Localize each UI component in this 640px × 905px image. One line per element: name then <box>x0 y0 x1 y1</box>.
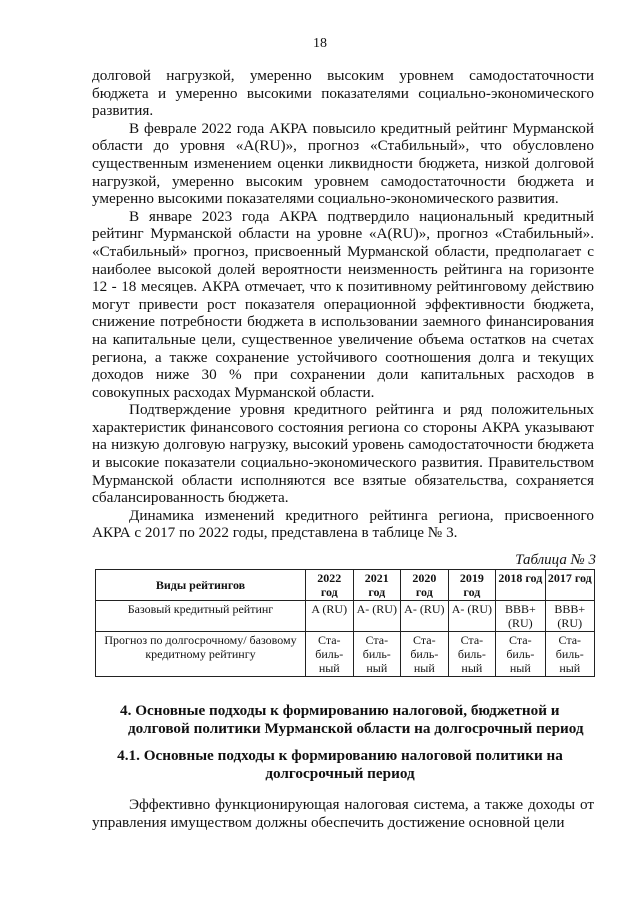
table-cell: BBB+ (RU) <box>545 601 594 632</box>
row-label: Базовый кредитный рейтинг <box>96 601 306 632</box>
table-row <box>96 632 595 677</box>
header-year: 2022 год <box>306 570 354 601</box>
body-text-bottom <box>92 796 594 831</box>
table-cell: A- (RU) <box>401 601 449 632</box>
header-year: 2019 год <box>448 570 496 601</box>
header-year: 2017 год <box>545 570 594 601</box>
paragraph-continuation: долговой нагрузкой, умеренно высоким уровнем самодостаточности бюджета и умеренно высокими показателями социально-экономического развития. <box>92 67 594 120</box>
row-label: Прогноз по долгосрочному/ базовому кредитному рейтингу <box>96 632 306 677</box>
ratings-table <box>95 569 595 677</box>
table-cell: Ста-биль-ный <box>401 632 449 677</box>
paragraph-confirmation: Подтверждение уровня кредитного рейтинга и ряд положительных характеристик финансового состояния региона со стороны АКРА указывают на низкую долговую нагрузку, высокий уровень самодостаточности бюджета и высокие показатели социально-экономического развития. Правительством Мурманской области исполняются все взятые обязательства, сохраняется сбалансированность бюджета. <box>92 401 594 507</box>
table-row <box>96 601 595 632</box>
paragraph-tax-system: Эффективно функционирующая налоговая система, а также доходы от управления имуществом должны обеспечить достижение основной цели <box>92 796 594 831</box>
table-header-row <box>96 570 595 601</box>
table-cell: A- (RU) <box>353 601 401 632</box>
header-rating-kind: Виды рейтингов <box>96 570 306 601</box>
section-heading-4 <box>60 702 620 739</box>
paragraph-dynamics: Динамика изменений кредитного рейтинга региона, присвоенного АКРА с 2017 по 2022 годы, представлена в таблице № 3. <box>92 506 594 542</box>
heading-line: 4.1. Основные подходы к формированию налоговой политики на <box>117 747 563 764</box>
table-cell: A (RU) <box>306 601 354 632</box>
table-cell: Ста-биль-ный <box>496 632 545 677</box>
table-caption: Таблица № 3 <box>515 552 596 568</box>
table-cell: Ста-биль-ный <box>448 632 496 677</box>
paragraph-jan-2023: В январе 2023 года АКРА подтвердило национальный кредитный рейтинг Мурманской области на уровне «A(RU)», прогноз «Стабильный». «Стабильный» прогноз, присвоенный Мурманской области, предполагает с наиболее высокой долей вероятности неизменность рейтинга на горизонте 12 - 18 месяцев. АКРА отмечает, что к позитивному рейтинговому действию могут привести рост показателя операционной эффективности бюджета, снижение потребности бюджета в использовании заемного финансирования на капитальные цели, существенное увеличение объема остатков на счетах региона, а также сохранение устойчивого соотношения долга и текущих доходов ниже 30 % при сохранении доли капитальных расходов в совокупных расходах Мурманской области. <box>92 207 594 401</box>
heading-line: 4. Основные подходы к формированию налоговой, бюджетной и <box>120 702 560 719</box>
body-text-top <box>92 67 594 542</box>
table-cell: Ста-биль-ный <box>353 632 401 677</box>
heading-line: долговой политики Мурманской области на долгосрочный период <box>128 720 584 738</box>
heading-line: долгосрочный период <box>265 765 415 783</box>
page-number: 18 <box>313 36 327 51</box>
table-cell: BBB+ (RU) <box>496 601 545 632</box>
table-cell: Ста-биль-ный <box>545 632 594 677</box>
header-year: 2021 год <box>353 570 401 601</box>
table-cell: A- (RU) <box>448 601 496 632</box>
paragraph-feb-2022: В феврале 2022 года АКРА повысило кредитный рейтинг Мурманской области до уровня «A(RU)», прогноз «Стабильный», что обусловлено существенным изменением оценки ликвидности бюджета, низкой долговой нагрузкой, умеренно высоким уровнем самодостаточности бюджета и умеренно высокими показателями социально-экономического развития. <box>92 119 594 208</box>
header-year: 2018 год <box>496 570 545 601</box>
section-heading-4-1 <box>60 747 620 784</box>
table-cell: Ста-биль-ный <box>306 632 354 677</box>
header-year: 2020 год <box>401 570 449 601</box>
